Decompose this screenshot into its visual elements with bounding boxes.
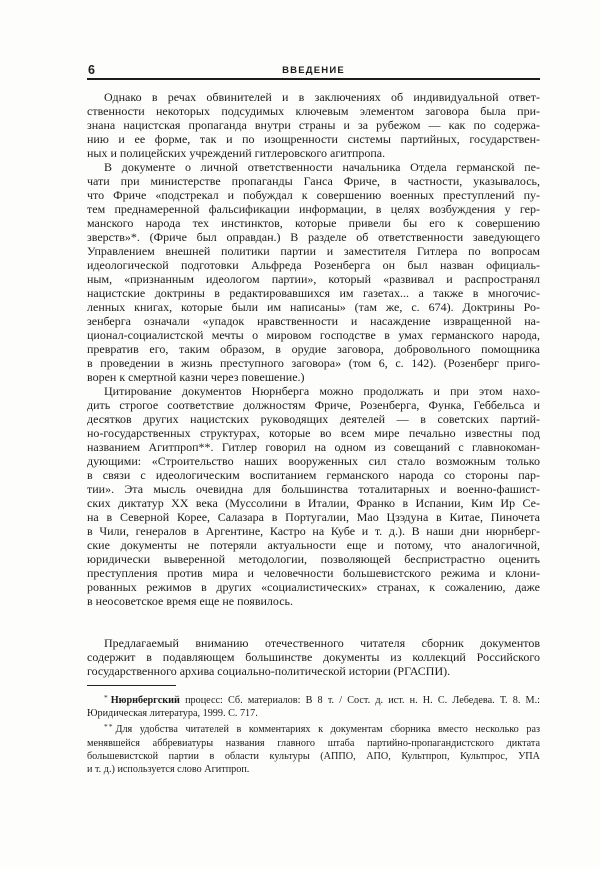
text-line: идеологической подготовки Альфреда Розенберга он был назван официаль- [87, 258, 540, 272]
page-content [87, 62, 540, 776]
text-line: юридически выверенной методологии, позволяющей беспристрастно оценить [87, 552, 540, 566]
footnote-text: процесс: Сб. материалов: В 8 т. / Сост. д. ист. н. Н. С. Лебедева. Т. 8. М.: [179, 695, 540, 706]
text-line: содержит в подавляющем большинстве документы из коллекций Российского [87, 650, 540, 664]
text-line: Предлагаемый вниманию отечественного читателя сборник документов [104, 636, 540, 650]
text-line [87, 720, 540, 736]
text-line: ские документы не потеряли актуальности еще и потому, что аналогичной, [87, 538, 540, 552]
text-line: манского народа тех инстинктов, которые привели бы его к совершению [87, 216, 540, 230]
footnotes [87, 691, 540, 776]
text-line: зверств»*. (Фриче был оправдан.) В разделе об ответственности заведующего [87, 230, 540, 244]
paragraph-3 [87, 384, 540, 608]
running-header [87, 62, 540, 80]
text-line: нию и ее форме, так и по изощренности системы партийных, государствен- [87, 132, 540, 146]
paragraph-1 [87, 90, 540, 160]
text-line: ских диктатур XX века (Муссолини в Италии, Франко в Испании, Ким Ир Се- [87, 496, 540, 510]
text-line: менявшейся аббревиатуры названия главного штаба партийно-пропагандистского диктата [87, 737, 540, 749]
text-line: и т. д.) используется слово Агитпроп. [87, 764, 250, 776]
text-line: в неосоветское время еще не появилось. [87, 594, 294, 608]
text-line: Цитирование документов Нюрнберга можно продолжать и при этом нахо- [104, 384, 540, 398]
footnote-title: Нюрнбергский [110, 695, 180, 706]
text-line: тии». Эта мысль очевидна для большинства тоталитарных и военно-фашист- [87, 482, 540, 496]
text-line: десятков других нацистских руководящих деятелей — в советских партий- [87, 412, 540, 426]
text-line: чати при министерстве пропаганды Ганса Фриче, в частности, указывалось, [87, 174, 540, 188]
text-line: Управлением внешней политики партии и заместителя Гитлера по вопросам [87, 244, 540, 258]
paragraph-2 [87, 160, 540, 384]
text-line: в связи с идеологическим воспитанием германского народа со стороны пар- [87, 468, 540, 482]
text-line: знана нацистская пропаганда внутри страны и за рубежом — как по содержа- [87, 118, 540, 132]
text-line: Однако в речах обвинителей и в заключениях об индивидуальной ответ- [104, 90, 540, 104]
text-line: дующими: «Строительство наших вооруженных сил стало возможным только [87, 454, 540, 468]
text-line: что Фриче «подстрекал и побуждал к совершению военных преступлений пу- [87, 188, 540, 202]
text-line: рованных режимов в других «социалистических» странах, к сожалению, даже [87, 580, 540, 594]
text-line: В документе о личной ответственности начальника Отдела германской пе- [104, 160, 540, 174]
text-line: дить строгое соответствие должностям Фриче, Розенберга, Функа, Геббельса и [87, 398, 540, 412]
footnote-1 [87, 691, 540, 720]
text-line: ционал-социалистской мечты о мировом господстве в умах германского народа, [87, 328, 540, 342]
text-line: в Чили, генералов в Аргентине, Кастро на Кубе и т. д.). В наши дни нюрнберг- [87, 524, 540, 538]
text-line: ленных книгах, которые были им написаны» (там же, с. 674). Доктрины Ро- [87, 300, 540, 314]
text-line: ворен к смертной казни через повешение.) [87, 370, 305, 384]
footnote-marker: * [104, 693, 109, 702]
text-line: ственности некоторых подсудимых ключевым элементом заговора была при- [87, 104, 540, 118]
footnote-2 [87, 720, 540, 776]
text-line: превратив его, таким образом, в орудие заговора, добровольного помощника [87, 342, 540, 356]
text-line [87, 691, 540, 707]
text-line: зенберга означали «упадок нравственности и насаждение извращенной на- [87, 314, 540, 328]
text-line: тем преднамеренной фальсификации информации, в целях возбуждения у гер- [87, 202, 540, 216]
text-line: преступления против мира и человечности большевистского режима и клони- [87, 566, 540, 580]
text-line: Юридическая литература, 1999. С. 717. [87, 708, 258, 720]
text-line: названием Агитпроп**. Гитлер говорил на одном из совещаний с главнокоман- [87, 440, 540, 454]
text-line: нацистские доктрины в редактировавшихся им газетах... а также в многочис- [87, 286, 540, 300]
footnote-separator [87, 685, 176, 686]
page-number: 6 [88, 63, 95, 77]
footnote-marker: ** [104, 722, 114, 732]
text-line: ным, «признанным идеологом партии», который «развивал и распространял [87, 272, 540, 286]
footnote-text: Для удобства читателей в комментариях к документам сборника вместо несколько раз [115, 724, 540, 736]
text-line: на в Северной Корее, Салазара в Португалии, Мао Цзэдуна в Китае, Пиночета [87, 510, 540, 524]
running-header-title: ВВЕДЕНИЕ [282, 65, 345, 76]
paragraph-4-closing [87, 636, 540, 678]
text-line: ных и полицейских учреждений гитлеровского агитпропа. [87, 146, 386, 160]
text-line: государственного архива социально-политической истории (РГАСПИ). [87, 664, 451, 678]
text-line: в проведении в жизнь преступного заговора» (том 6, с. 142). (Розенберг приго- [87, 356, 540, 370]
text-line: но-государственных структурах, которые во всем мире печально известны под [87, 426, 540, 440]
body-text [87, 90, 540, 678]
text-line: большевистской партии в области культуры (АППО, АПО, Культпроп, Культпрос, УПА [87, 750, 540, 762]
